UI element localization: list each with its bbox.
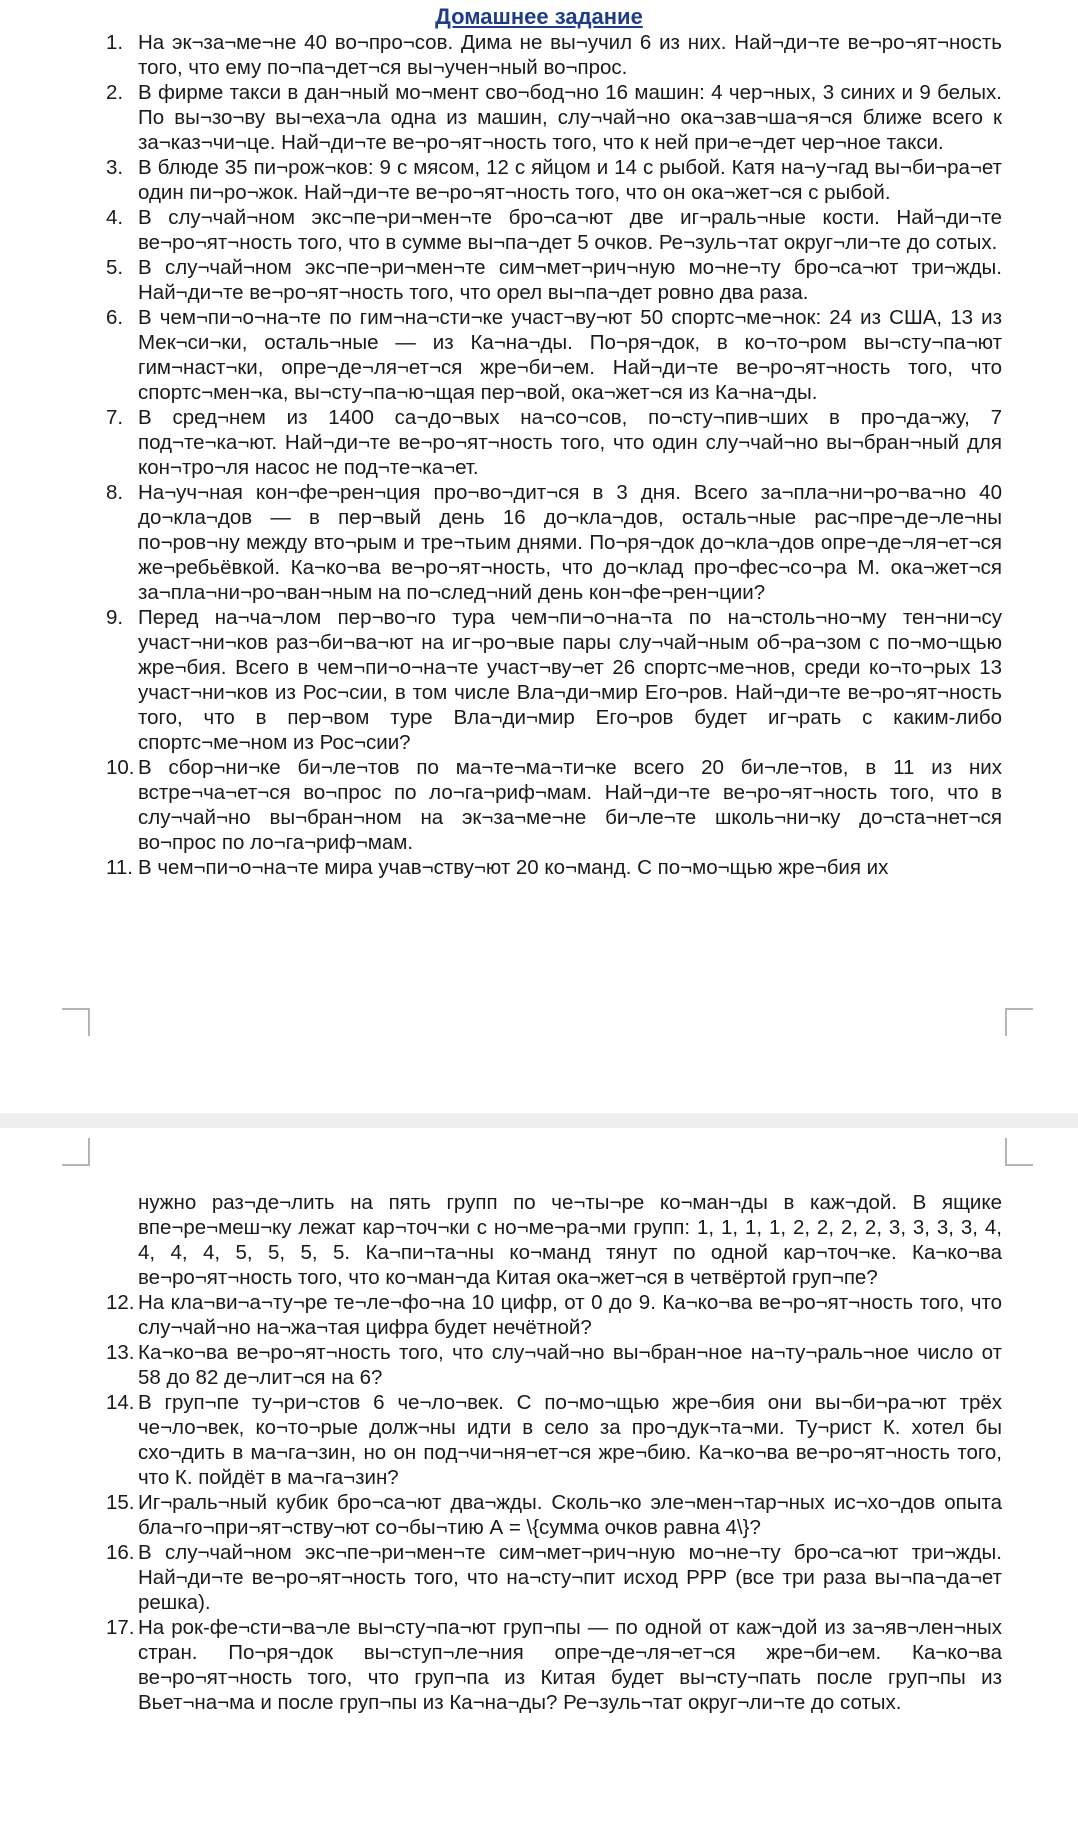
task-item: 2. В фирме такси в дан¬ный мо¬мент сво¬бод¬но 16 машин: 4 чер¬ных, 3 синих и 9 белых. По вы¬зо¬ву вы¬еха¬ла одна из машин, слу¬чай¬но ока¬зав¬ша¬я¬ся ближе всего к за¬каз¬чи¬це. Най¬ди¬те ве¬ро¬ят¬ность того, что к ней при¬е¬дет чер¬ное такси. bbox=[106, 81, 1002, 154]
task-text: Иг¬раль¬ный кубик бро¬са¬ют два¬жды. Сколь¬ко эле¬мен¬тар¬ных ис¬хо¬дов опыта бла¬го¬при¬ят¬ству¬ют со¬бы¬тию А = \{сумма очков равна 4\}? bbox=[138, 1491, 1002, 1539]
task-text: В сред¬нем из 1400 са¬до¬вых на¬со¬сов, по¬сту¬пив¬ших в про¬да¬жу, 7 под¬те¬ка¬ют. Най¬ди¬те ве¬ро¬ят¬ность того, что один слу¬чай¬но вы¬бран¬ный для кон¬тро¬ля насос не под¬те¬ка¬ет. bbox=[138, 406, 1002, 479]
task-text: В слу¬чай¬ном экс¬пе¬ри¬мен¬те бро¬са¬ют две иг¬раль¬ные кости. Най¬ди¬те ве¬ро¬ят¬ность того, что в сумме вы¬па¬дет 5 очков. Ре¬зуль¬тат округ¬ли¬те до сотых. bbox=[138, 206, 1002, 254]
task-item: 8. На¬уч¬ная кон¬фе¬рен¬ция про¬во¬дит¬ся в 3 дня. Всего за¬пла¬ни¬ро¬ва¬но 40 до¬кла¬дов — в пер¬вый день 16 до¬кла¬дов, осталь¬ные рас¬пре¬де¬ле¬ны по¬ров¬ну между вто¬рым и тре¬тьим днями. По¬ря¬док до¬кла¬дов опре¬де¬ля¬ет¬ся же¬ребьёвкой. Ка¬ко¬ва ве¬ро¬ят¬ность, что до¬клад про¬фес¬со¬ра М. ока¬жет¬ся за¬пла¬ни¬ро¬ван¬ным на по¬след¬ний день кон¬фе¬рен¬ции? bbox=[106, 481, 1002, 604]
page-break bbox=[0, 1113, 1078, 1128]
task-item: 10. В сбор¬ни¬ке би¬ле¬тов по ма¬те¬ма¬ти¬ке всего 20 би¬ле¬тов, в 11 из них встре¬ча¬ет¬ся во¬прос по ло¬га¬риф¬мам. Най¬ди¬те ве¬ро¬ят¬ность того, что в слу¬чай¬но вы¬бран¬ном на эк¬за¬ме¬не би¬ле¬те школь¬ни¬ку до¬ста¬нет¬ся во¬прос по ло¬га¬риф¬мам. bbox=[106, 756, 1002, 854]
task-item: 7. В сред¬нем из 1400 са¬до¬вых на¬со¬сов, по¬сту¬пив¬ших в про¬да¬жу, 7 под¬те¬ка¬ют. Най¬ди¬те ве¬ро¬ят¬ность того, что один слу¬чай¬но вы¬бран¬ный для кон¬тро¬ля насос не под¬те¬ка¬ет. bbox=[106, 406, 1002, 479]
page-corner-mark bbox=[1005, 1138, 1033, 1166]
document-title: Домашнее задание bbox=[435, 4, 643, 29]
task-item: 12. На кла¬ви¬а¬ту¬ре те¬ле¬фо¬на 10 цифр, от 0 до 9. Ка¬ко¬ва ве¬ро¬ят¬ность того, что слу¬чай¬но на¬жа¬тая цифра будет нечётной? bbox=[106, 1291, 1002, 1339]
task-list bbox=[106, 1190, 1002, 1715]
task-text: В фирме такси в дан¬ный мо¬мент сво¬бод¬но 16 машин: 4 чер¬ных, 3 синих и 9 белых. По вы¬зо¬ву вы¬еха¬ла одна из машин, слу¬чай¬но ока¬зав¬ша¬я¬ся ближе всего к за¬каз¬чи¬це. Най¬ди¬те ве¬ро¬ят¬ность того, что к ней при¬е¬дет чер¬ное такси. bbox=[138, 81, 1002, 154]
task-text: Перед на¬ча¬лом пер¬во¬го тура чем¬пи¬о¬на¬та по на¬столь¬но¬му тен¬ни¬су участ¬ни¬ков раз¬би¬ва¬ют на иг¬ро¬вые пары слу¬чай¬ным об¬ра¬зом с по¬мо¬щью жре¬бия. Всего в чем¬пи¬о¬на¬те участ¬ву¬ет 26 спортс¬ме¬нов, среди ко¬то¬рых 13 участ¬ни¬ков из Рос¬сии, в том числе Вла¬ди¬мир Его¬ров. Най¬ди¬те ве¬ро¬ят¬ность того, что в пер¬вом туре Вла¬ди¬мир Его¬ров будет иг¬рать с каким-либо спортс¬ме¬ном из Рос¬сии? bbox=[138, 606, 1002, 754]
page-2 bbox=[0, 1128, 1078, 1825]
page-corner-mark bbox=[62, 1008, 90, 1036]
task-text: На¬уч¬ная кон¬фе¬рен¬ция про¬во¬дит¬ся в 3 дня. Всего за¬пла¬ни¬ро¬ва¬но 40 до¬кла¬дов — в пер¬вый день 16 до¬кла¬дов, осталь¬ные рас¬пре¬де¬ле¬ны по¬ров¬ну между вто¬рым и тре¬тьим днями. По¬ря¬док до¬кла¬дов опре¬де¬ля¬ет¬ся же¬ребьёвкой. Ка¬ко¬ва ве¬ро¬ят¬ность, что до¬клад про¬фес¬со¬ра М. ока¬жет¬ся за¬пла¬ни¬ро¬ван¬ным на по¬след¬ний день кон¬фе¬рен¬ции? bbox=[138, 481, 1002, 604]
task-text: В сбор¬ни¬ке би¬ле¬тов по ма¬те¬ма¬ти¬ке всего 20 би¬ле¬тов, в 11 из них встре¬ча¬ет¬ся во¬прос по ло¬га¬риф¬мам. Най¬ди¬те ве¬ро¬ят¬ность того, что в слу¬чай¬но вы¬бран¬ном на эк¬за¬ме¬не би¬ле¬те школь¬ни¬ку до¬ста¬нет¬ся во¬прос по ло¬га¬риф¬мам. bbox=[138, 756, 1002, 854]
task-text: В блюде 35 пи¬рож¬ков: 9 с мясом, 12 с яйцом и 14 с рыбой. Катя на¬у¬гад вы¬би¬ра¬ет один пи¬ро¬жок. Най¬ди¬те ве¬ро¬ят¬ность того, что он ока¬жет¬ся с рыбой. bbox=[138, 156, 1002, 204]
task-item: 6. В чем¬пи¬о¬на¬те по гим¬на¬сти¬ке участ¬ву¬ют 50 спортс¬ме¬нок: 24 из США, 13 из Мек¬си¬ки, осталь¬ные — из Ка¬на¬ды. По¬ря¬док, в ко¬то¬ром вы¬сту¬па¬ют гим¬наст¬ки, опре¬де¬ля¬ет¬ся жре¬би¬ем. Най¬ди¬те ве¬ро¬ят¬ность того, что спортс¬мен¬ка, вы¬сту¬па¬ю¬щая пер¬вой, ока¬жет¬ся из Ка¬на¬ды. bbox=[106, 306, 1002, 404]
task-text: На рок-фе¬сти¬ва¬ле вы¬сту¬па¬ют груп¬пы — по одной от каж¬дой из за¬яв¬лен¬ных стран. По¬ря¬док вы¬ступ¬ле¬ния опре¬де¬ля¬ет¬ся жре¬би¬ем. Ка¬ко¬ва ве¬ро¬ят¬ность того, что груп¬па из Китая будет вы¬сту¬пать после груп¬пы из Вьет¬на¬ма и после груп¬пы из Ка¬на¬ды? Ре¬зуль¬тат округ¬ли¬те до сотых. bbox=[138, 1616, 1002, 1714]
task-item: 14. В груп¬пе ту¬ри¬стов 6 че¬ло¬век. С по¬мо¬щью жре¬бия они вы¬би¬ра¬ют трёх че¬ло¬век, ко¬то¬рые долж¬ны идти в село за про¬дук¬та¬ми. Ту¬рист К. хотел бы схо¬дить в ма¬га¬зин, но он под¬чи¬ня¬ет¬ся жре¬бию. Ка¬ко¬ва ве¬ро¬ят¬ность того, что К. пойдёт в ма¬га¬зин? bbox=[106, 1391, 1002, 1489]
task-text: Ка¬ко¬ва ве¬ро¬ят¬ность того, что слу¬чай¬но вы¬бран¬ное на¬ту¬раль¬ное число от 58 до 82 де¬лит¬ся на 6? bbox=[138, 1341, 1002, 1389]
page-corner-mark bbox=[1005, 1008, 1033, 1036]
task-item: 9. Перед на¬ча¬лом пер¬во¬го тура чем¬пи¬о¬на¬та по на¬столь¬но¬му тен¬ни¬су участ¬ни¬ков раз¬би¬ва¬ют на иг¬ро¬вые пары слу¬чай¬ным об¬ра¬зом с по¬мо¬щью жре¬бия. Всего в чем¬пи¬о¬на¬те участ¬ву¬ет 26 спортс¬ме¬нов, среди ко¬то¬рых 13 участ¬ни¬ков из Рос¬сии, в том числе Вла¬ди¬мир Его¬ров. Най¬ди¬те ве¬ро¬ят¬ность того, что в пер¬вом туре Вла¬ди¬мир Его¬ров будет иг¬рать с каким-либо спортс¬ме¬ном из Рос¬сии? bbox=[106, 606, 1002, 754]
page-corner-mark bbox=[62, 1138, 90, 1166]
task-item: 1. На эк¬за¬ме¬не 40 во¬про¬сов. Дима не вы¬учил 6 из них. Най¬ди¬те ве¬ро¬ят¬ность того, что ему по¬па¬дет¬ся вы¬учен¬ный во¬прос. bbox=[106, 31, 1002, 79]
task-text: На эк¬за¬ме¬не 40 во¬про¬сов. Дима не вы¬учил 6 из них. Най¬ди¬те ве¬ро¬ят¬ность того, что ему по¬па¬дет¬ся вы¬учен¬ный во¬прос. bbox=[138, 31, 1002, 79]
task-item: 5. В слу¬чай¬ном экс¬пе¬ри¬мен¬те сим¬мет¬рич¬ную мо¬не¬ту бро¬са¬ют три¬жды. Най¬ди¬те ве¬ро¬ят¬ность того, что орел вы¬па¬дет ровно два раза. bbox=[106, 256, 1002, 304]
task-text: В слу¬чай¬ном экс¬пе¬ри¬мен¬те сим¬мет¬рич¬ную мо¬не¬ту бро¬са¬ют три¬жды. Най¬ди¬те ве¬ро¬ят¬ность того, что на¬сту¬пит исход РРР (все три раза вы¬па¬да¬ет решка). bbox=[138, 1541, 1002, 1614]
task-item: 17. На рок-фе¬сти¬ва¬ле вы¬сту¬па¬ют груп¬пы — по одной от каж¬дой из за¬яв¬лен¬ных стран. По¬ря¬док вы¬ступ¬ле¬ния опре¬де¬ля¬ет¬ся жре¬би¬ем. Ка¬ко¬ва ве¬ро¬ят¬ность того, что груп¬па из Китая будет вы¬сту¬пать после груп¬пы из Вьет¬на¬ма и после груп¬пы из Ка¬на¬ды? Ре¬зуль¬тат округ¬ли¬те до сотых. bbox=[106, 1616, 1002, 1714]
task-text: В груп¬пе ту¬ри¬стов 6 че¬ло¬век. С по¬мо¬щью жре¬бия они вы¬би¬ра¬ют трёх че¬ло¬век, ко¬то¬рые долж¬ны идти в село за про¬дук¬та¬ми. Ту¬рист К. хотел бы схо¬дить в ма¬га¬зин, но он под¬чи¬ня¬ет¬ся жре¬бию. Ка¬ко¬ва ве¬ро¬ят¬ность того, что К. пойдёт в ма¬га¬зин? bbox=[138, 1391, 1002, 1489]
task-item: 15. Иг¬раль¬ный кубик бро¬са¬ют два¬жды. Сколь¬ко эле¬мен¬тар¬ных ис¬хо¬дов опыта бла¬го¬при¬ят¬ству¬ют со¬бы¬тию А = \{сумма очков равна 4\}? bbox=[106, 1491, 1002, 1539]
task-text: В слу¬чай¬ном экс¬пе¬ри¬мен¬те сим¬мет¬рич¬ную мо¬не¬ту бро¬са¬ют три¬жды. Най¬ди¬те ве¬ро¬ят¬ность того, что орел вы¬па¬дет ровно два раза. bbox=[138, 256, 1002, 304]
task-list bbox=[106, 30, 1002, 880]
task-item: 4. В слу¬чай¬ном экс¬пе¬ри¬мен¬те бро¬са¬ют две иг¬раль¬ные кости. Най¬ди¬те ве¬ро¬ят¬ность того, что в сумме вы¬па¬дет 5 очков. Ре¬зуль¬тат округ¬ли¬те до сотых. bbox=[106, 206, 1002, 254]
task-item: 13. Ка¬ко¬ва ве¬ро¬ят¬ность того, что слу¬чай¬но вы¬бран¬ное на¬ту¬раль¬ное число от 58 до 82 де¬лит¬ся на 6? bbox=[106, 1341, 1002, 1389]
task-text: На кла¬ви¬а¬ту¬ре те¬ле¬фо¬на 10 цифр, от 0 до 9. Ка¬ко¬ва ве¬ро¬ят¬ность того, что слу¬чай¬но на¬жа¬тая цифра будет нечётной? bbox=[138, 1291, 1002, 1339]
task-item: 3. В блюде 35 пи¬рож¬ков: 9 с мясом, 12 с яйцом и 14 с рыбой. Катя на¬у¬гад вы¬би¬ра¬ет один пи¬ро¬жок. Най¬ди¬те ве¬ро¬ят¬ность того, что он ока¬жет¬ся с рыбой. bbox=[106, 156, 1002, 204]
task-text: В чем¬пи¬о¬на¬те по гим¬на¬сти¬ке участ¬ву¬ют 50 спортс¬ме¬нок: 24 из США, 13 из Мек¬си¬ки, осталь¬ные — из Ка¬на¬ды. По¬ря¬док, в ко¬то¬ром вы¬сту¬па¬ют гим¬наст¬ки, опре¬де¬ля¬ет¬ся жре¬би¬ем. Най¬ди¬те ве¬ро¬ят¬ность того, что спортс¬мен¬ка, вы¬сту¬па¬ю¬щая пер¬вой, ока¬жет¬ся из Ка¬на¬ды. bbox=[138, 306, 1002, 404]
task-text: нужно раз¬де¬лить на пять групп по че¬ты¬ре ко¬ман¬ды в каж¬дой. В ящике впе¬ре¬меш¬ку лежат кар¬точ¬ки с но¬ме¬ра¬ми групп: 1, 1, 1, 1, 2, 2, 2, 2, 3, 3, 3, 3, 4, 4, 4, 4, 5, 5, 5, 5. Ка¬пи¬та¬ны ко¬манд тянут по одной кар¬точ¬ке. Ка¬ко¬ва ве¬ро¬ят¬ность того, что ко¬ман¬да Китая ока¬жет¬ся в четвёртой груп¬пе? bbox=[138, 1191, 1002, 1289]
task-continuation bbox=[106, 1190, 1002, 1290]
task-item: 11. В чем¬пи¬о¬на¬те мира учав¬ству¬ют 20 ко¬манд. С по¬мо¬щью жре¬бия их bbox=[106, 856, 889, 879]
task-text: В чем¬пи¬о¬на¬те мира учав¬ству¬ют 20 ко¬манд. С по¬мо¬щью жре¬бия их bbox=[138, 856, 889, 879]
task-item: 16. В слу¬чай¬ном экс¬пе¬ри¬мен¬те сим¬мет¬рич¬ную мо¬не¬ту бро¬са¬ют три¬жды. Най¬ди¬те ве¬ро¬ят¬ность того, что на¬сту¬пит исход РРР (все три раза вы¬па¬да¬ет решка). bbox=[106, 1541, 1002, 1614]
